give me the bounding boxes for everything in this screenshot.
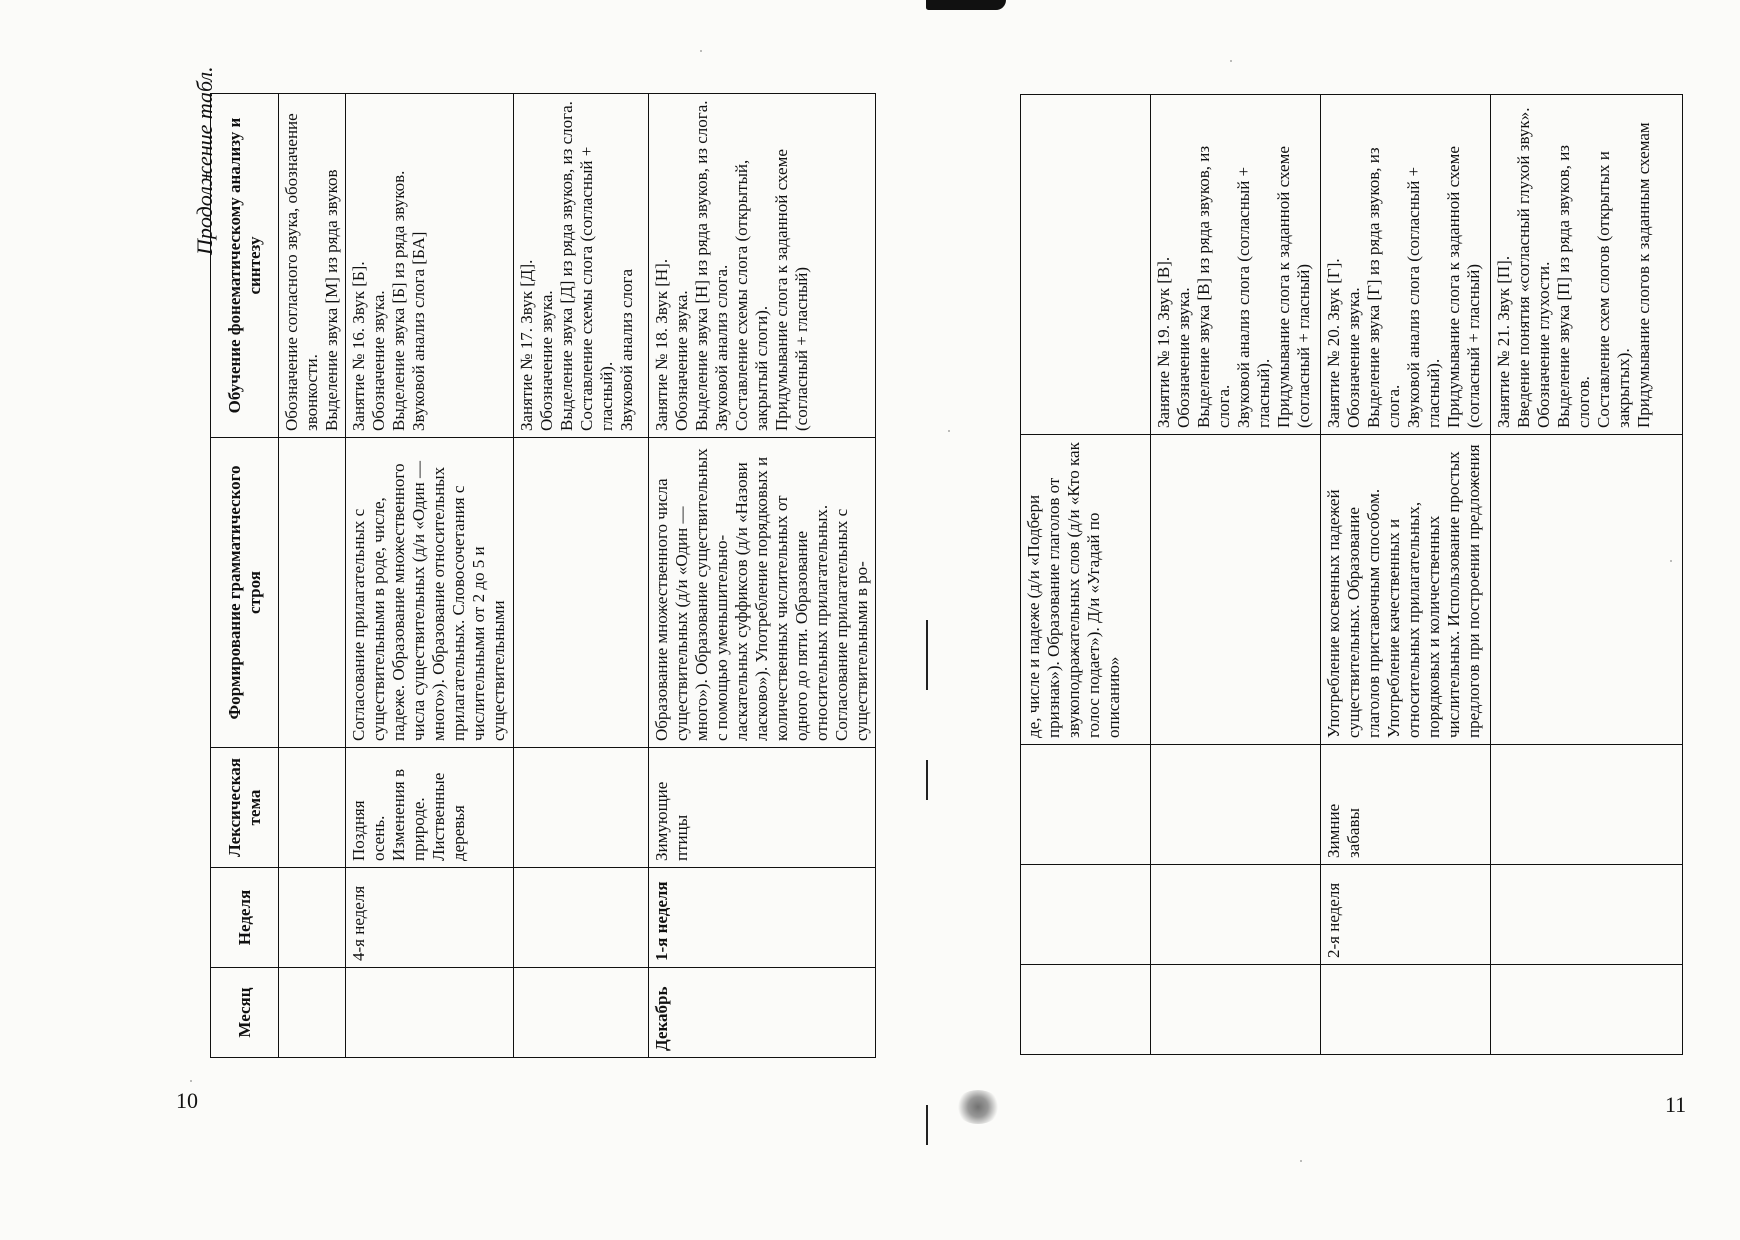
binding-fold-line <box>926 760 928 800</box>
scan-dust <box>1230 60 1232 62</box>
cell-week <box>514 868 649 968</box>
cell-phonemic: Занятие № 18. Звук [Н]. Обозначение звука. Выделение звука [Н] из ряда звуков, из слога. Звуковой анализ слога. Составление схемы слога (открытый, закрытый слоги). Придумывание слога к заданной схеме (согласный + гласный) <box>649 94 876 438</box>
cell-month <box>1321 965 1491 1055</box>
left-page-table <box>210 93 876 1058</box>
left-page-table-wrapper <box>210 94 871 1058</box>
cell-week <box>1491 865 1683 965</box>
table-row <box>279 94 346 1058</box>
binding-fold-line <box>926 620 928 690</box>
cell-phonemic: Занятие № 17. Звук [Д]. Обозначение звука. Выделение звука [Д] из ряда звуков, из слога. Составление схемы слога (согласный + гласный). Звуковой анализ слога <box>514 94 649 438</box>
cell-month <box>1491 965 1683 1055</box>
scan-dust <box>948 430 950 432</box>
cell-topic <box>1151 745 1321 865</box>
cell-grammar: де, числе и падеже (д/и «Подбери признак»). Образование глаголов от звукоподражательных слов (д/и «Кто как голос подает»). Д/и «Угадай по описанию» <box>1021 435 1151 745</box>
cell-phonemic: Занятие № 16. Звук [Б]. Обозначение звука. Выделение звука [Б] из ряда звуков. Звуковой анализ слога [БА] <box>346 94 514 438</box>
table-row <box>1491 95 1683 1055</box>
table-header-row <box>211 94 279 1058</box>
page-number-right: 11 <box>1665 1092 1687 1117</box>
cell-grammar <box>1491 435 1683 745</box>
cell-month <box>279 968 346 1058</box>
cell-month <box>1021 965 1151 1055</box>
cell-grammar: Употребление косвенных падежей существительных. Образование глаголов приставочным способом. Употребление качественных и относительных прилагательных, порядковых и количественных числительных. Использование простых предлогов при построении предложения <box>1321 435 1491 745</box>
cell-week <box>279 868 346 968</box>
right-page-table <box>1020 94 1683 1055</box>
cell-topic: Поздняя осень. Изменения в природе. Лиственные деревья <box>346 748 514 868</box>
cell-grammar <box>1151 435 1321 745</box>
cell-phonemic: Обозначение согласного звука, обозначение звонкости. Выделение звука [М] из ряда звуков <box>279 94 346 438</box>
header-phonemic: Обучение фонематическому анализу и синтезу <box>211 94 279 438</box>
cell-grammar <box>279 438 346 748</box>
cell-grammar: Образование множественного числа существительных (д/и «Один — много»). Образование существительных с помощью уменьшительно-ласкательных суффиксов (д/и «Назови ласково»). Употребление порядковых и количественных числительных от одного до пяти. Образование относительных прилагательных. Согласование прилагательных с существительными в ро- <box>649 438 876 748</box>
page-number-left: 10 <box>176 1088 198 1113</box>
table-row <box>649 94 876 1058</box>
cell-month <box>514 968 649 1058</box>
cell-topic <box>1491 745 1683 865</box>
cell-month <box>346 968 514 1058</box>
table-row <box>1151 95 1321 1055</box>
table-row <box>346 94 514 1058</box>
cell-topic <box>1021 745 1151 865</box>
cell-week <box>1021 865 1151 965</box>
scan-smudge <box>955 1090 1001 1124</box>
cell-month <box>1151 965 1321 1055</box>
cell-week <box>1151 865 1321 965</box>
cell-grammar: Согласование прилагательных с существительными в роде, числе, падеже. Образование множественного числа существительных (д/и «Один — много»). Образование относительных прилагательных. Словосочетания с числительными от 2 до 5 и существительными <box>346 438 514 748</box>
table-row <box>1321 95 1491 1055</box>
scan-dust <box>1300 1160 1302 1162</box>
table-row <box>514 94 649 1058</box>
cell-phonemic: Занятие № 21. Звук [П]. Введение понятия «согласный глухой звук». Обозначение глухости. Выделение звука [П] из ряда звуков, из слогов. Составление схем слогов (открытых и закрытых). Придумывание слогов к заданным схемам <box>1491 95 1683 435</box>
scan-blot <box>926 0 1006 10</box>
binding-fold-line <box>926 1105 928 1145</box>
cell-month: Декабрь <box>649 968 876 1058</box>
right-page-table-wrapper <box>1020 95 1682 1055</box>
cell-phonemic: Занятие № 19. Звук [В]. Обозначение звука. Выделение звука [В] из ряда звуков, из слога. Звуковой анализ слога (согласный + гласный). Придумывание слога к заданной схеме (согласный + гласный) <box>1151 95 1321 435</box>
cell-topic: Зимние забавы <box>1321 745 1491 865</box>
scan-dust <box>190 1080 192 1082</box>
cell-week: 2-я неделя <box>1321 865 1491 965</box>
table-row <box>1021 95 1151 1055</box>
header-grammar: Формирование грамматического строя <box>211 438 279 748</box>
scan-dust <box>700 50 702 52</box>
header-topic: Лексическая тема <box>211 748 279 868</box>
cell-week: 4-я неделя <box>346 868 514 968</box>
continuation-label: Продолжение табл. <box>192 66 217 255</box>
cell-phonemic: Занятие № 20. Звук [Г]. Обозначение звука. Выделение звука [Г] из ряда звуков, из слога. Звуковой анализ слога (согласный + гласный). Придумывание слога к заданной схеме (согласный + гласный) <box>1321 95 1491 435</box>
cell-topic <box>514 748 649 868</box>
header-week: Неделя <box>211 868 279 968</box>
cell-phonemic <box>1021 95 1151 435</box>
cell-grammar <box>514 438 649 748</box>
cell-week: 1-я неделя <box>649 868 876 968</box>
header-month: Месяц <box>211 968 279 1058</box>
cell-topic: Зимующие птицы <box>649 748 876 868</box>
cell-topic <box>279 748 346 868</box>
